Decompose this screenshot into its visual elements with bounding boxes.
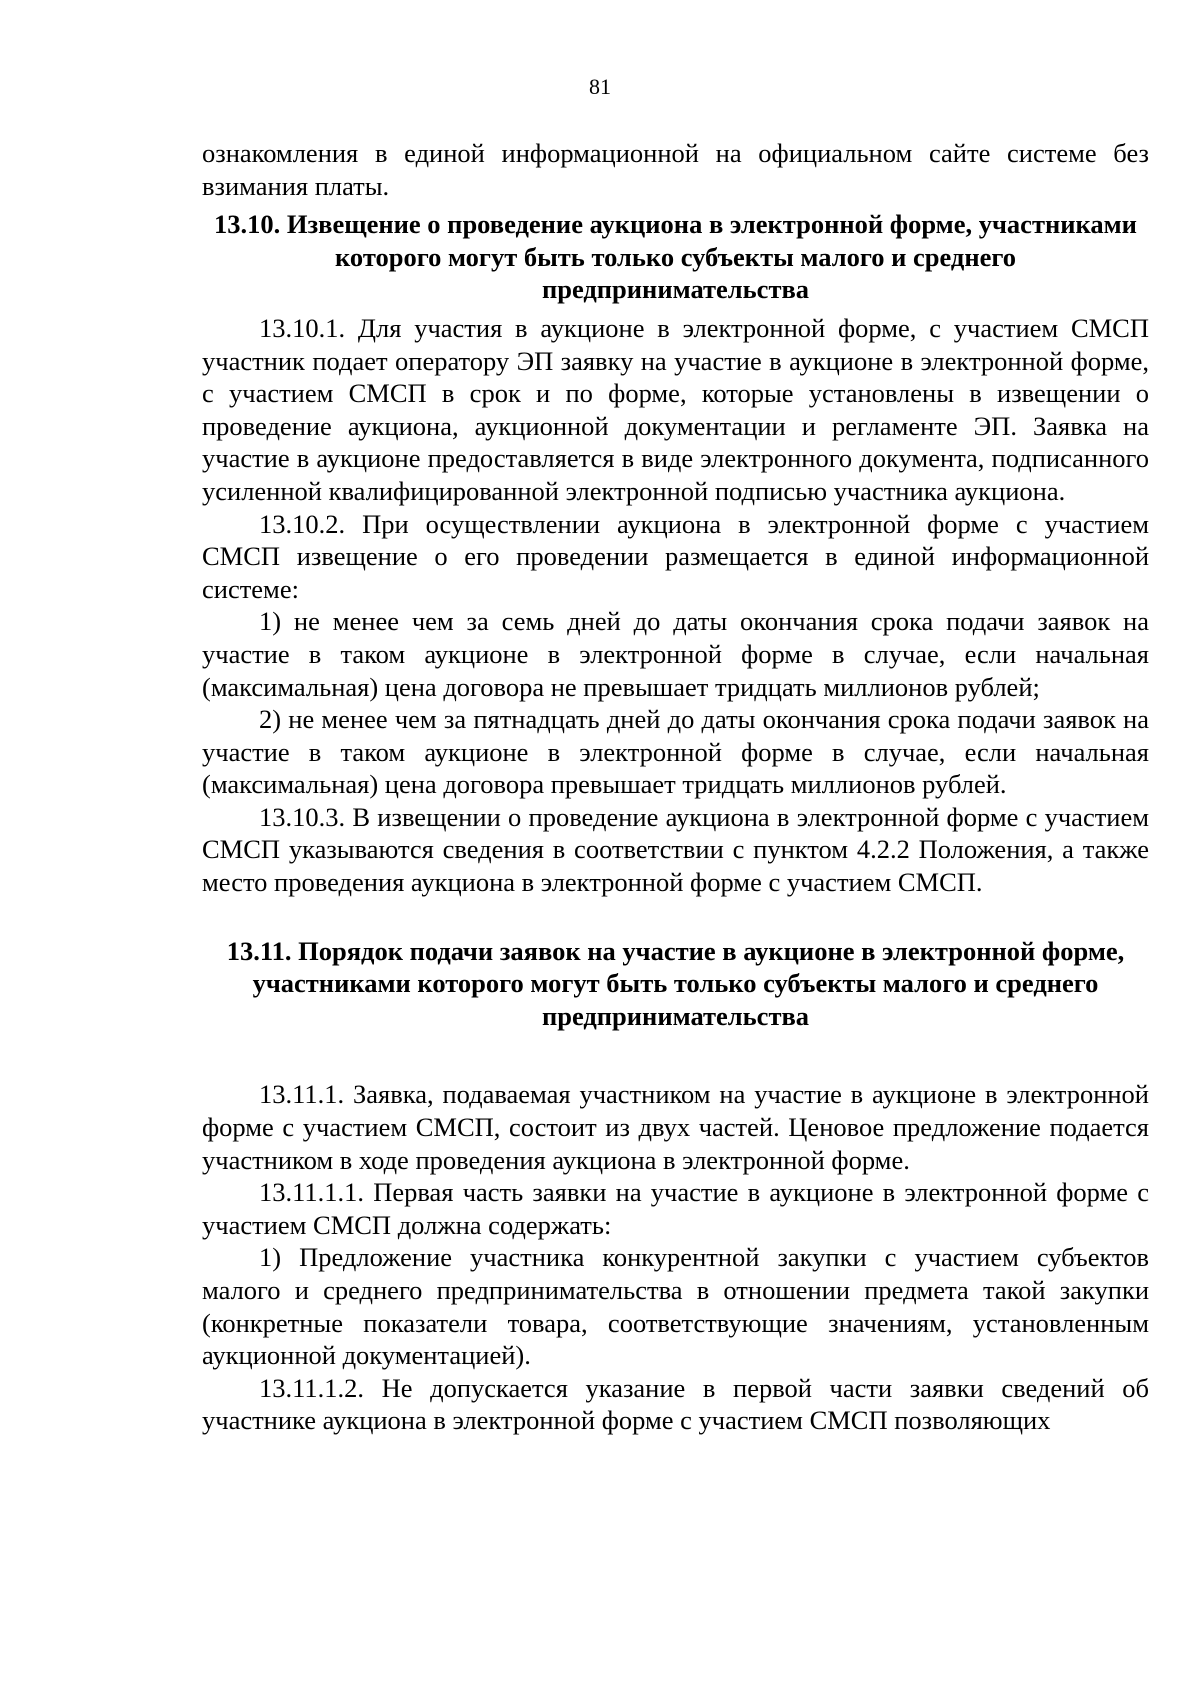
paragraph-13-10-2: 13.10.2. При осуществлении аукциона в электронной форме с участием СМСП извещение о его проведении размещается в единой информационной системе:	[202, 508, 1149, 604]
section-13-10-heading: 13.10. Извещение о проведение аукциона в электронной форме, участниками которого могут быть только субъекты малого и среднего предпринимательства	[214, 209, 1137, 305]
paragraph-13-11-1-2: 13.11.1.2. Не допускается указание в первой части заявки сведений об участнике аукциона в электронной форме с участием СМСП позволяющих	[202, 1372, 1149, 1436]
paragraph-13-11-1-1: 13.11.1.1. Первая часть заявки на участие в аукционе в электронной форме с участием СМСП должна содержать:	[202, 1177, 1149, 1240]
list-item-13-10-2-2: 2) не менее чем за пятнадцать дней до даты окончания срока подачи заявок на участие в таком аукционе в электронной форме в случае, если начальная (максимальная) цена договора превышает тридцать миллионов рублей.	[202, 704, 1149, 800]
list-item-13-11-1-1-1: 1) Предложение участника конкурентной закупки с участием субъектов малого и среднего предпринимательства в отношении предмета такой закупки (конкретные показатели товара, соответствующие значениям, установленным аукционной документацией).	[202, 1242, 1149, 1371]
intro-paragraph: ознакомления в единой информационной на официальном сайте системе без взимания платы.	[202, 138, 1149, 201]
list-item-13-10-2-1: 1) не менее чем за семь дней до даты окончания срока подачи заявок на участие в таком аукционе в электронной форме в случае, если начальная (максимальная) цена договора не превышает тридцать миллионов рублей;	[202, 606, 1149, 702]
section-13-11-heading: 13.11. Порядок подачи заявок на участие в аукционе в электронной форме, участниками которого могут быть только субъекты малого и среднего предпринимательства	[226, 935, 1125, 1031]
paragraph-13-11-1: 13.11.1. Заявка, подаваемая участником на участие в аукционе в электронной форме с участием СМСП, состоит из двух частей. Ценовое предложение подается участником в ходе проведения аукциона в электронной форме.	[202, 1079, 1149, 1175]
document-body	[202, 137, 1149, 1437]
paragraph-13-10-3: 13.10.3. В извещении о проведение аукциона в электронной форме с участием СМСП указываются сведения в соответствии с пунктом 4.2.2 Положения, а также место проведения аукциона в электронной форме с участием СМСП.	[202, 801, 1149, 898]
page-number: 81	[589, 74, 611, 99]
paragraph-13-10-1: 13.10.1. Для участия в аукционе в электронной форме, с участием СМСП участник подает оператору ЭП заявку на участие в аукционе в электронной форме, с участием СМСП в срок и по форме, которые установлены в извещении о проведение аукциона, аукционной документации и регламенте ЭП. Заявка на участие в аукционе предоставляется в виде электронного документа, подписанного усиленной квалифицированной электронной подписью участника аукциона.	[202, 312, 1149, 506]
